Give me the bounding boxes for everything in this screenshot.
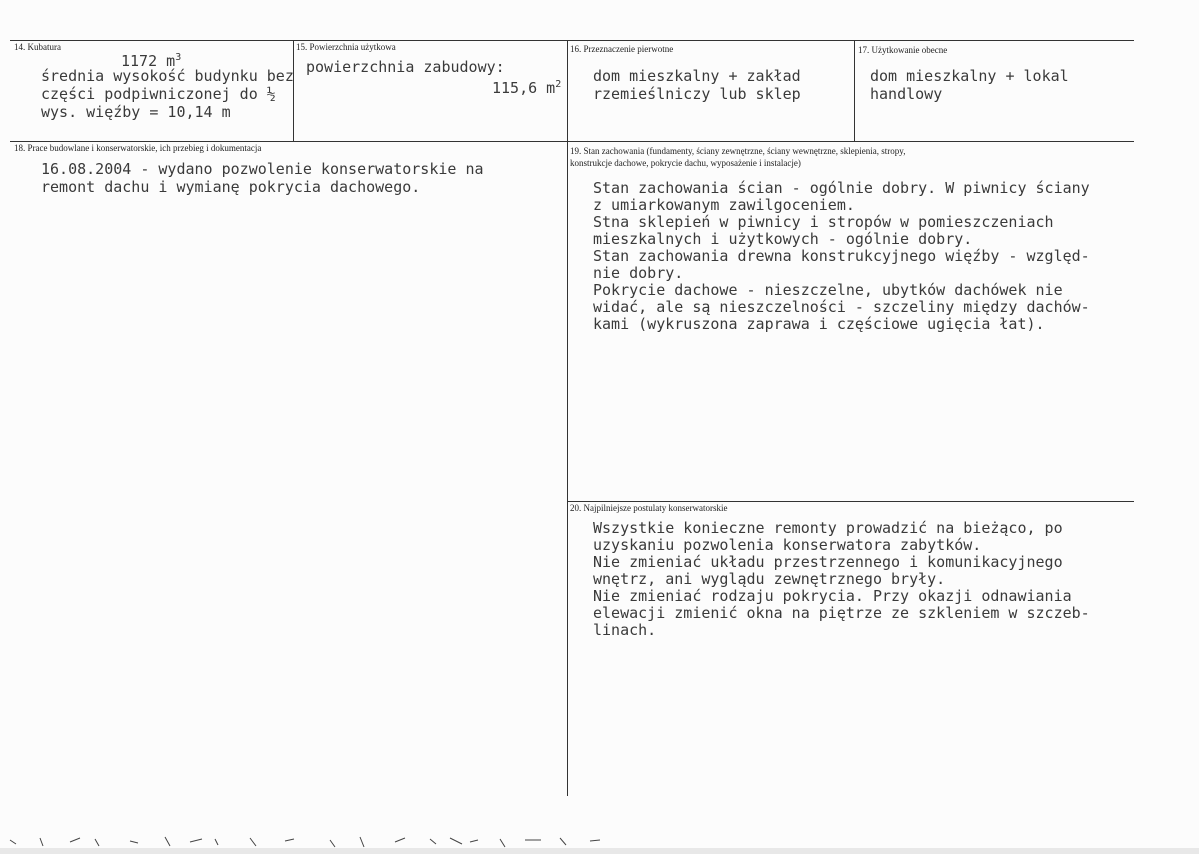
field16-line: dom mieszkalny + zakład bbox=[593, 67, 801, 85]
field20-line: uzyskaniu pozwolenia konserwatora zabytków. bbox=[593, 536, 982, 554]
field17-line: handlowy bbox=[870, 85, 943, 103]
row2-rule bbox=[10, 141, 1134, 142]
field20-line: Nie zmieniać układu przestrzennego i komunikacyjnego bbox=[593, 553, 1063, 571]
field19-line: Stna sklepień w piwnicy i stropów w pomieszczeniach bbox=[593, 213, 1054, 231]
field20-line: wnętrz, ani wyglądu zewnętrznego bryły. bbox=[593, 570, 946, 588]
field14-volume-sup: 3 bbox=[175, 52, 182, 63]
field19-line: Pokrycie dachowe - nieszczelne, ubytków dachówek nie bbox=[593, 281, 1063, 299]
field14-line: części podpiwniczonej do ½ bbox=[41, 85, 276, 103]
col-divider-3 bbox=[854, 40, 855, 141]
field15-value-number: 115,6 m bbox=[492, 79, 556, 97]
field17-label: 17. Użytkowanie obecne bbox=[858, 45, 948, 55]
field20-line: Wszystkie konieczne remonty prowadzić na bieżąco, po bbox=[593, 519, 1063, 537]
field19-line: mieszkalnych i użytkowych - ogólnie dobry. bbox=[593, 230, 973, 248]
field15-value bbox=[492, 76, 561, 97]
field19-label: 19. Stan zachowania (fundamenty, ściany zewnętrzne, ściany wewnętrzne, sklepienia, stropy, bbox=[570, 146, 906, 156]
col-divider-main bbox=[567, 40, 568, 796]
field14-label: 14. Kubatura bbox=[14, 42, 61, 52]
field19-line: Stan zachowania drewna konstrukcyjnego więźby - względ- bbox=[593, 247, 1090, 265]
field19-line: z umiarkowanym zawilgoceniem. bbox=[593, 196, 855, 214]
field19-line: kami (wykruszona zaprawa i częściowe ugięcia łat). bbox=[593, 315, 1045, 333]
top-rule bbox=[10, 40, 1134, 41]
field14-line: wys. więźby = 10,14 m bbox=[41, 103, 231, 121]
field14-volume-value: 1172 m bbox=[121, 52, 176, 70]
field19-line: nie dobry. bbox=[593, 264, 684, 282]
field19-line: Stan zachowania ścian - ogólnie dobry. W piwnicy ściany bbox=[593, 179, 1090, 197]
field16-label: 16. Przeznaczenie pierwotne bbox=[570, 44, 674, 54]
field14-line: średnia wysokość budynku bez bbox=[41, 67, 294, 85]
field20-line: Nie zmieniać rodzaju pokrycia. Przy okazji odnawiania bbox=[593, 587, 1072, 605]
field15-value-sup: 2 bbox=[555, 79, 562, 90]
scan-edge-noise bbox=[0, 830, 1199, 854]
field18-line: 16.08.2004 - wydano pozwolenie konserwatorskie na bbox=[41, 160, 484, 178]
field20-rule bbox=[567, 501, 1134, 502]
field17-line: dom mieszkalny + lokal bbox=[870, 67, 1069, 85]
field20-line: linach. bbox=[593, 621, 657, 639]
col-divider-1 bbox=[293, 40, 294, 141]
field18-label: 18. Prace budowlane i konserwatorskie, ich przebieg i dokumentacja bbox=[14, 143, 262, 153]
field19-line: widać, ale są nieszczelności - szczeliny między dachów- bbox=[593, 298, 1090, 316]
field15-line: powierzchnia zabudowy: bbox=[306, 58, 505, 76]
field18-line: remont dachu i wymianę pokrycia dachowego. bbox=[41, 178, 421, 196]
field20-line: elewacji zmienić okna na piętrze ze szkleniem w szczeb- bbox=[593, 604, 1090, 622]
field19-label-cont: konstrukcje dachowe, pokrycie dachu, wyposażenie i instalacje) bbox=[570, 158, 801, 168]
field20-label: 20. Najpilniejsze postulaty konserwatorskie bbox=[570, 503, 728, 513]
field15-label: 15. Powierzchnia użytkowa bbox=[296, 42, 396, 52]
field16-line: rzemieślniczy lub sklep bbox=[593, 85, 801, 103]
